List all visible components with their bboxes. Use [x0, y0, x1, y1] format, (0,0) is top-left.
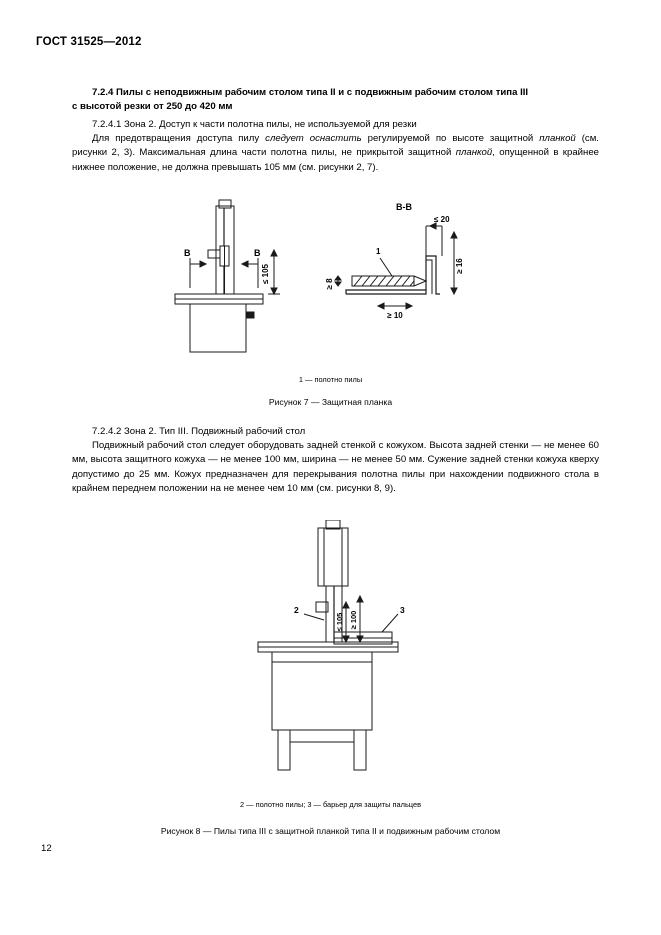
fig7-label-b-left: В: [184, 248, 191, 258]
section-7241-heading: [72, 118, 597, 132]
s7241-t2: регулируемой по высоте защитной: [361, 133, 540, 144]
section-724-title-line1: 7.2.4 Пилы с неподвижным рабочим столом типа II и с подвижным рабочим столом типа III: [92, 87, 529, 98]
section-7242-heading-text: 7.2.4.2 Зона 2. Тип III. Подвижный рабочий стол: [92, 426, 306, 437]
document-header: ГОСТ 31525—2012: [36, 36, 142, 48]
section-7242-body: [72, 439, 599, 497]
s7241-t3: (см. рисунки 2, 3). Максимальная длина части полотна пилы, не прикрытой защитной: [72, 133, 599, 159]
figure-7-caption: Рисунок 7 — Защитная планка: [268, 397, 393, 407]
figure-8-caption: Рисунок 8 — Пилы типа III с защитной планкой типа II и подвижным рабочим столом: [160, 826, 501, 836]
s7241-em2: планкой: [539, 133, 576, 144]
s7241-em1: следует оснастить: [265, 133, 362, 144]
section-7242-heading: [72, 425, 597, 439]
fig7-label-section: В-В: [396, 202, 412, 212]
fig8-dim-100: ≥ 100: [349, 610, 358, 630]
figure-7-drawing: [140, 190, 560, 365]
figure-8-legend: 2 — полотно пилы; 3 — барьер для защиты пальцев: [239, 800, 421, 809]
fig7-dim-20: ≤ 20: [434, 215, 450, 224]
figure-7-svg: [140, 190, 560, 360]
fig7-dim-8: ≥ 8: [325, 278, 334, 290]
s7241-t4: , опущенной в крайнее нижнее положение, не должна превышать 105 мм (см. рисунки 2, 7).: [72, 147, 599, 173]
section-724-title: [72, 86, 597, 100]
figure-8-drawing: [230, 520, 460, 790]
figure-8-svg: [230, 520, 460, 785]
section-724-title-line2: с высотой резки от 250 до 420 мм: [72, 101, 233, 112]
fig7-dim-105: ≤ 105: [261, 264, 270, 284]
fig7-dim-16: ≥ 16: [455, 258, 464, 274]
section-7241-body: [72, 132, 599, 175]
fig7-label-b-right: В: [254, 248, 261, 258]
fig8-dim-105: ≤ 105: [335, 612, 344, 632]
s7241-t1: Для предотвращения доступа пилу: [92, 133, 266, 144]
fig7-dim-10: ≥ 10: [387, 311, 403, 320]
page-number: 12: [41, 843, 52, 854]
fig8-callout-2: 2: [294, 605, 299, 615]
figure-7-legend: 1 — полотно пилы: [298, 375, 363, 384]
s7241-em3: планкой: [455, 147, 493, 159]
section-724-title-2: [72, 100, 597, 114]
section-7241-heading-text: 7.2.4.1 Зона 2. Доступ к части полотна пилы, не используемой для резки: [92, 119, 417, 130]
fig7-callout-1: 1: [376, 247, 381, 256]
fig8-callout-3: 3: [400, 605, 405, 615]
section-7242-body-text: Подвижный рабочий стол следует оборудовать задней стенкой с кожухом. Высота задней стенки — не менее 60 мм, высота защитного кожуха — не менее 100 мм, ширина — не менее 50 мм. Сужение задней стенки кожуха кверху допустимо до 25 мм. Кожух предназначен для перекрывания полотна пилы при нахождении подвижного стола в крайнем переднем положении на не менее чем 10 мм (см. рисунки 8, 9).: [72, 440, 599, 495]
